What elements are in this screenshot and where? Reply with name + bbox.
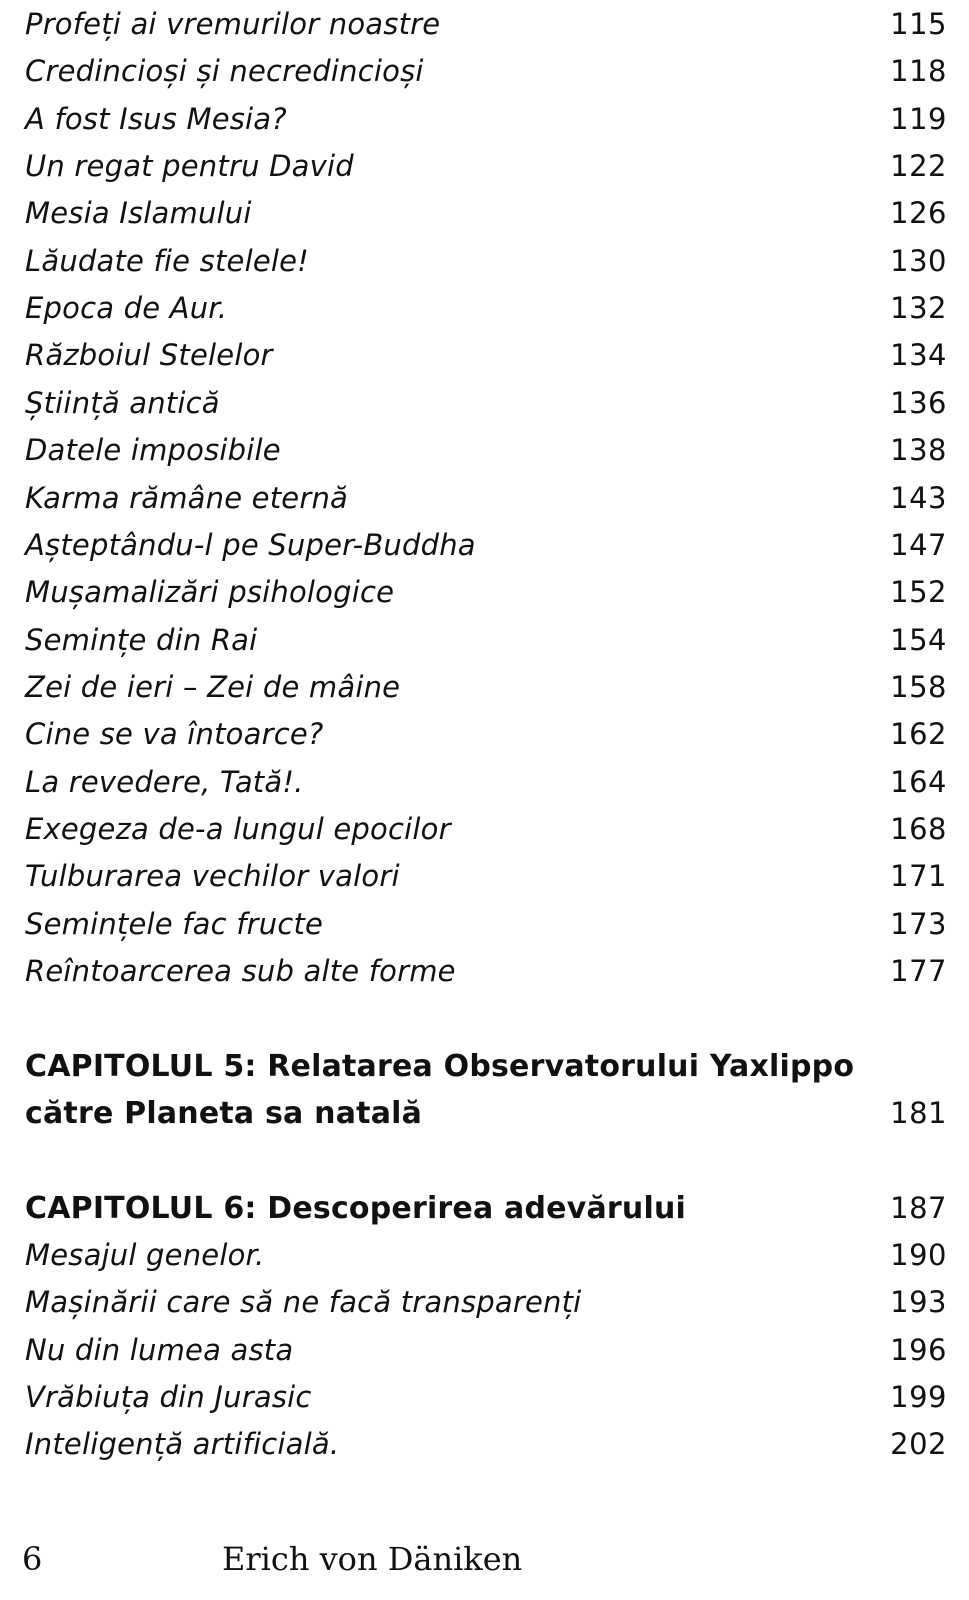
chapter-5-heading <box>25 1042 947 1090</box>
toc-entry-page: 132 <box>890 291 947 325</box>
toc-entry <box>25 237 947 285</box>
toc-entry-page: 177 <box>890 954 947 988</box>
toc-entry <box>25 1278 947 1326</box>
chapter-6-title: CAPITOLUL 6: Descoperirea adevărului <box>25 1190 687 1226</box>
toc-entry <box>25 379 947 427</box>
chapter-6-page: 187 <box>890 1191 947 1225</box>
toc-entry-title: La revedere, Tată!. <box>25 765 304 799</box>
toc-entry-page: 162 <box>890 717 947 751</box>
toc-entry <box>25 616 947 664</box>
toc-entry <box>25 0 947 48</box>
toc-entry <box>25 1420 947 1468</box>
toc-entry-title: Exegeza de-a lungul epocilor <box>25 812 451 846</box>
toc-entry-title: Tulburarea vechilor valori <box>25 859 400 893</box>
toc-entry-page: 152 <box>890 575 947 609</box>
toc-entry-title: Mesia Islamului <box>25 196 252 230</box>
toc-entry-title: Războiul Stelelor <box>25 338 273 372</box>
toc-entry-page: 119 <box>890 102 947 136</box>
toc-entry <box>25 947 947 995</box>
toc-entry-page: 122 <box>890 149 947 183</box>
footer-page-number: 6 <box>22 1540 43 1578</box>
toc-entry-title: Un regat pentru David <box>25 149 354 183</box>
toc-entry-title: Credincioși și necredincioși <box>25 54 424 88</box>
toc-entry <box>25 852 947 900</box>
toc-entry-page: 190 <box>890 1238 947 1272</box>
toc-entry-page: 202 <box>890 1427 947 1461</box>
toc-entry-title: Zei de ieri – Zei de mâine <box>25 670 401 704</box>
toc-entry-title: Semințe din Rai <box>25 623 258 657</box>
chapter-5-title-line2: către Planeta sa natală <box>25 1095 423 1131</box>
toc-entry-page: 126 <box>890 196 947 230</box>
toc-entry-page: 130 <box>890 244 947 278</box>
chapter-5-heading-cont <box>25 1089 947 1137</box>
toc-entry-page: 115 <box>890 7 947 41</box>
toc-entry <box>25 1326 947 1374</box>
toc-entry <box>25 1231 947 1279</box>
toc-entry <box>25 189 947 237</box>
toc-entry <box>25 521 947 569</box>
chapter-5-title-line1: CAPITOLUL 5: Relatarea Observatorului Yaxlippo <box>25 1048 855 1084</box>
toc-entry <box>25 805 947 853</box>
toc-entry-page: 164 <box>890 765 947 799</box>
toc-entry <box>25 426 947 474</box>
toc-entry-title: Mușamalizări psihologice <box>25 575 395 609</box>
toc-entry-title: Cine se va întoarce? <box>25 717 324 751</box>
toc-entry-page: 173 <box>890 907 947 941</box>
toc-entry-title: Profeți ai vremurilor noastre <box>25 7 441 41</box>
toc-entry-title: Datele imposibile <box>25 433 281 467</box>
page-footer <box>0 1540 969 1590</box>
toc-entry-title: Semințele fac fructe <box>25 907 324 941</box>
toc-entry-title: Nu din lumea asta <box>25 1333 294 1367</box>
toc-entry-page: 143 <box>890 481 947 515</box>
footer-author: Erich von Däniken <box>222 1540 523 1578</box>
toc-entry <box>25 142 947 190</box>
toc-entry <box>25 47 947 95</box>
toc-entry-title: Mașinării care să ne facă transparenți <box>25 1285 582 1319</box>
toc-entry <box>25 95 947 143</box>
toc-entry <box>25 568 947 616</box>
toc-entry-title: Reîntoarcerea sub alte forme <box>25 954 456 988</box>
toc-entry-page: 154 <box>890 623 947 657</box>
toc-entry-page: 138 <box>890 433 947 467</box>
toc-entry-page: 134 <box>890 338 947 372</box>
toc-entry <box>25 710 947 758</box>
toc-entry-title: Așteptându-l pe Super-Buddha <box>25 528 476 562</box>
toc-entry-title: A fost Isus Mesia? <box>25 102 287 136</box>
chapter-5-page: 181 <box>890 1096 947 1130</box>
toc-entry-title: Știință antică <box>25 386 220 420</box>
toc-entry-page: 136 <box>890 386 947 420</box>
toc-entry-page: 196 <box>890 1333 947 1367</box>
chapter-6-heading <box>25 1184 947 1232</box>
toc-entry-title: Karma rămâne eternă <box>25 481 348 515</box>
toc-entry-title: Inteligență artificială. <box>25 1427 340 1461</box>
toc-entry <box>25 474 947 522</box>
toc-entry-page: 147 <box>890 528 947 562</box>
toc-entry-page: 158 <box>890 670 947 704</box>
toc-entry <box>25 284 947 332</box>
toc-entry <box>25 900 947 948</box>
toc-entry <box>25 663 947 711</box>
toc-entry <box>25 331 947 379</box>
toc-entry-title: Mesajul genelor. <box>25 1238 265 1272</box>
toc-entry-page: 168 <box>890 812 947 846</box>
toc-entry-page: 199 <box>890 1380 947 1414</box>
toc-entry-title: Lăudate fie stelele! <box>25 244 309 278</box>
toc-entry <box>25 1373 947 1421</box>
toc-entry-page: 118 <box>890 54 947 88</box>
toc-entry-title: Epoca de Aur. <box>25 291 228 325</box>
toc-entry <box>25 758 947 806</box>
toc-entry-page: 193 <box>890 1285 947 1319</box>
toc-entry-title: Vrăbiuța din Jurasic <box>25 1380 312 1414</box>
toc-entry-page: 171 <box>890 859 947 893</box>
